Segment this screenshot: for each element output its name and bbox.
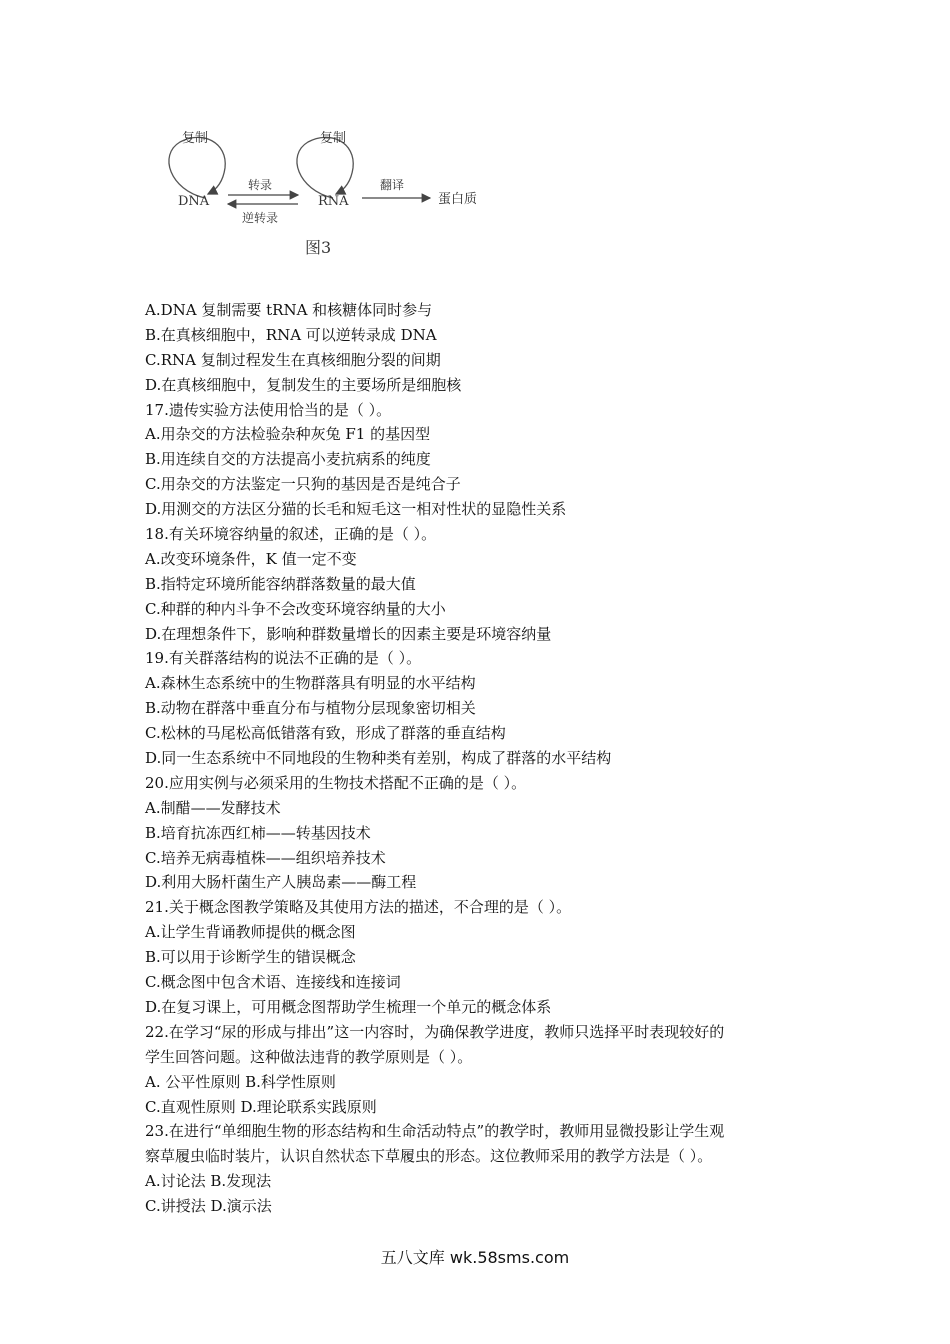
q23-options-line-1: A.讨论法 B.发现法	[145, 1172, 272, 1191]
q22-stem-line-2: 学生回答问题。这种做法违背的教学原则是（ ）。	[145, 1047, 473, 1066]
rna-replication-loop	[297, 137, 353, 198]
q23-stem-line-1: 23.在进行“单细胞生物的形态结构和生命活动特点”的教学时，教师用显微投影让学生观	[145, 1122, 725, 1141]
q19-option-d: D.同一生态系统中不同地段的生物种类有差别，构成了群落的水平结构	[145, 749, 612, 768]
q17-option-c: C.用杂交的方法鉴定一只狗的基因是否是纯合子	[145, 475, 461, 494]
q22-options-line-1: A. 公平性原则 B.科学性原则	[145, 1072, 336, 1091]
q16-option-d: D.在真核细胞中，复制发生的主要场所是细胞核	[145, 375, 462, 394]
q16-option-c: C.RNA 复制过程发生在真核细胞分裂的间期	[145, 350, 441, 369]
q17-option-d: D.用测交的方法区分猫的长毛和短毛这一相对性状的显隐性关系	[145, 500, 567, 519]
q20-option-d: D.利用大肠杆菌生产人胰岛素——酶工程	[145, 873, 417, 892]
dna-label: DNA	[178, 194, 210, 209]
protein-label: 蛋白质	[438, 192, 478, 207]
q21-option-d: D.在复习课上，可用概念图帮助学生梳理一个单元的概念体系	[145, 997, 552, 1016]
rna-replication-label: 复制	[320, 131, 347, 146]
central-dogma-diagram	[150, 120, 510, 270]
rna-label: RNA	[318, 194, 349, 209]
q20-option-a: A.制醋——发酵技术	[145, 798, 281, 817]
q18-stem: 18.有关环境容纳量的叙述，正确的是（ ）。	[145, 525, 437, 544]
q20-option-c: C.培养无病毒植株——组织培养技术	[145, 848, 386, 867]
q16-option-b: B.在真核细胞中，RNA 可以逆转录成 DNA	[145, 325, 437, 344]
dna-replication-label: 复制	[182, 131, 209, 146]
q18-option-a: A.改变环境条件，K 值一定不变	[145, 549, 357, 568]
q23-stem-line-2: 察草履虫临时装片，认识自然状态下草履虫的形态。这位教师采用的教学方法是（ ）。	[145, 1147, 713, 1166]
q17-stem: 17.遗传实验方法使用恰当的是（ ）。	[145, 400, 392, 419]
transcription-label: 转录	[248, 178, 273, 192]
q19-option-a: A.森林生态系统中的生物群落具有明显的水平结构	[145, 674, 476, 693]
q21-option-b: B.可以用于诊断学生的错误概念	[145, 948, 356, 967]
q20-stem: 20.应用实例与必须采用的生物技术搭配不正确的是（ ）。	[145, 773, 527, 792]
q18-option-d: D.在理想条件下，影响种群数量增长的因素主要是环境容纳量	[145, 624, 552, 643]
q21-stem: 21.关于概念图教学策略及其使用方法的描述，不合理的是（ ）。	[145, 898, 572, 917]
translation-label: 翻译	[380, 178, 405, 192]
q19-option-b: B.动物在群落中垂直分布与植物分层现象密切相关	[145, 699, 476, 718]
q22-stem-line-1: 22.在学习“尿的形成与排出”这一内容时，为确保教学进度，教师只选择平时表现较好的	[145, 1022, 725, 1041]
q18-option-c: C.种群的种内斗争不会改变环境容纳量的大小	[145, 599, 446, 618]
dna-replication-loop	[169, 137, 225, 198]
q19-stem: 19.有关群落结构的说法不正确的是（ ）。	[145, 649, 422, 668]
q23-options-line-2: C.讲授法 D.演示法	[145, 1197, 272, 1216]
reverse-transcription-label: 逆转录	[242, 211, 279, 225]
q17-option-a: A.用杂交的方法检验杂种灰兔 F1 的基因型	[145, 425, 431, 444]
q21-option-c: C.概念图中包含术语、连接线和连接词	[145, 973, 401, 992]
central-dogma-figure	[150, 120, 510, 270]
q21-option-a: A.让学生背诵教师提供的概念图	[145, 923, 356, 942]
question-content	[145, 298, 825, 1219]
figure-caption: 图3	[305, 238, 332, 257]
q16-option-a: A.DNA 复制需要 tRNA 和核糖体同时参与	[145, 301, 433, 319]
q22-options-line-2: C.直观性原则 D.理论联系实践原则	[145, 1097, 377, 1116]
q18-option-b: B.指特定环境所能容纳群落数量的最大值	[145, 574, 416, 593]
q17-option-b: B.用连续自交的方法提高小麦抗病系的纯度	[145, 450, 431, 469]
q20-option-b: B.培育抗冻西红柿——转基因技术	[145, 823, 371, 842]
page-footer: 五八文库 wk.58sms.com	[380, 1248, 570, 1267]
q19-option-c: C.松林的马尾松高低错落有致，形成了群落的垂直结构	[145, 724, 506, 743]
